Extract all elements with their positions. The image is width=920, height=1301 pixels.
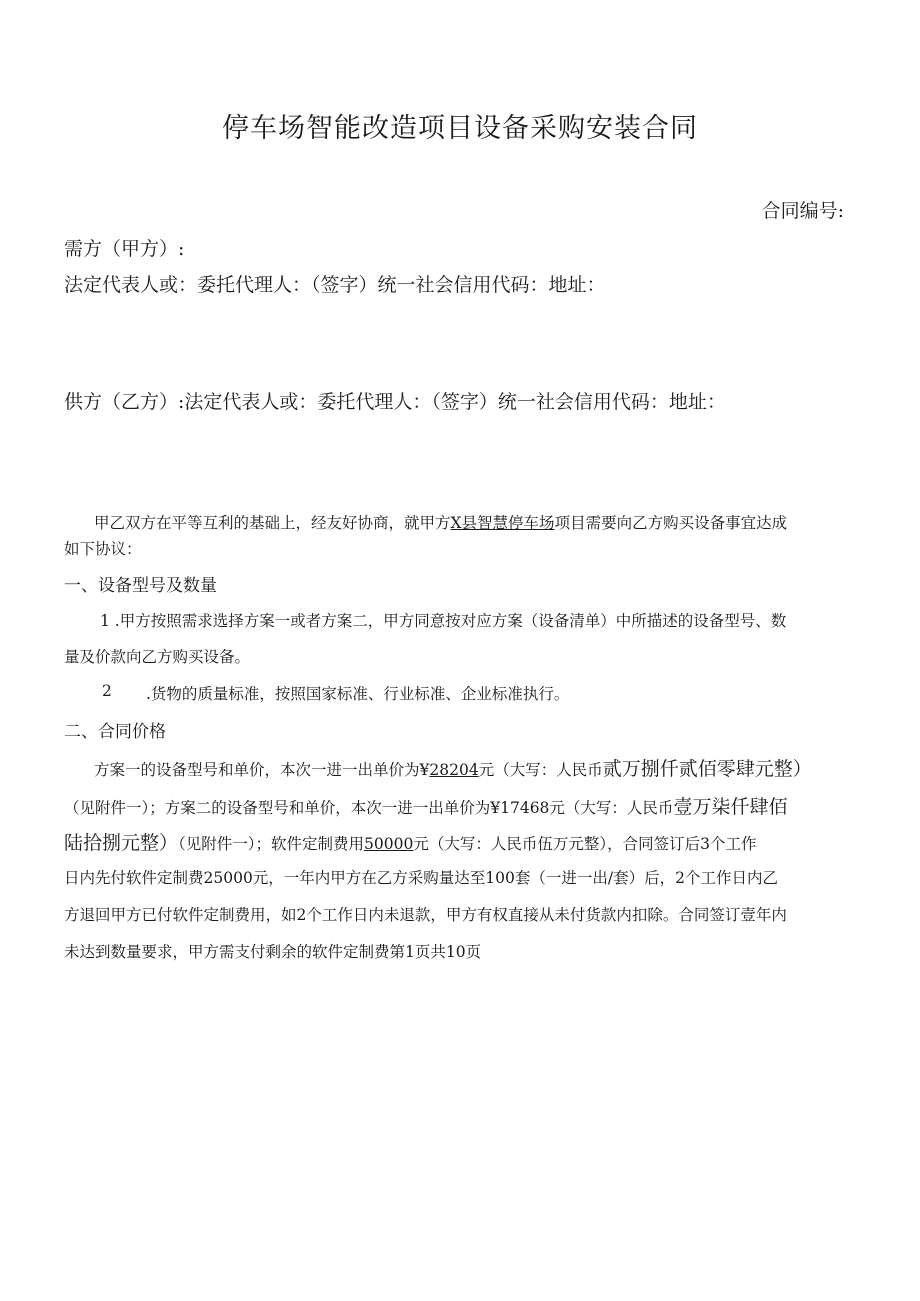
- price-text-b: 元（大写：人民币: [478, 761, 603, 779]
- price-line-6: 未达到数量要求，甲方需支付剩余的软件定制费第1页共10页: [64, 943, 482, 961]
- plan-1-price-words: 贰万捌仟贰佰零肆元整）: [602, 758, 812, 780]
- contract-number-label: 合同编号:: [761, 200, 844, 222]
- section-1-item-2-text: .货物的质量标准，按照国家标准、行业标准、企业标准执行。: [146, 685, 570, 703]
- intro-line-2: 如下协议：: [64, 540, 142, 558]
- price-line-1: [94, 754, 812, 781]
- buyer-details: 法定代表人或：委托代理人：（签字）统一社会信用代码：地址：: [64, 274, 606, 296]
- price-line-4: 日内先付软件定制费25000元，一年内甲方在乙方采购量达至100套（一进一出/套）后，2个工作日内乙: [64, 869, 778, 887]
- intro-line-1: [94, 511, 787, 533]
- plan-2-price-words-b: 陆拾捌元整）: [64, 832, 179, 854]
- price-text-d: （见附件一）；软件定制费用: [178, 835, 365, 853]
- price-line-5: 方退回甲方已付软件定制费用，如2个工作日内未退款，甲方有权直接从未付货款内扣除。合同签订壹年内: [64, 906, 787, 924]
- price-line-2: [64, 792, 787, 819]
- project-name: X县智慧停车场: [450, 514, 555, 532]
- price-text-c: （见附件一）；方案二的设备型号和单价，本次一进一出单价为¥17468元（大写：人民币: [64, 799, 674, 817]
- section-1-item-1-line-2: 量及价款向乙方购买设备。: [64, 648, 251, 666]
- intro-text-a: 甲乙双方在平等互利的基础上，经友好协商，就甲方: [94, 514, 451, 532]
- seller-details: 供方（乙方）:法定代表人或：委托代理人：（签字）统一社会信用代码：地址：: [64, 391, 726, 413]
- intro-text-b: 项目需要向乙方购买设备事宜达成: [554, 514, 788, 532]
- section-1-item-2-number: 2: [102, 682, 112, 700]
- price-text-a: 方案一的设备型号和单价，本次一进一出单价为¥: [94, 761, 430, 779]
- section-1-heading: 一、设备型号及数量: [64, 576, 217, 596]
- software-fee: 50000: [364, 835, 414, 853]
- plan-1-price: 28204: [429, 761, 479, 779]
- plan-2-price-words-a: 壹万柒仟肆佰: [673, 796, 788, 818]
- section-2-heading: 二、合同价格: [64, 722, 166, 742]
- price-line-3: [64, 828, 756, 855]
- contract-title: 停车场智能改造项目设备采购安装合同: [222, 113, 698, 144]
- price-text-e: 元（大写：人民币伍万元整），合同签订后3个工作: [413, 835, 757, 853]
- buyer-label: 需方（甲方）:: [64, 238, 185, 260]
- section-1-item-1-line-1: 1 .甲方按照需求选择方案一或者方案二，甲方同意按对应方案（设备清单）中所描述的设备型号、数: [100, 612, 787, 630]
